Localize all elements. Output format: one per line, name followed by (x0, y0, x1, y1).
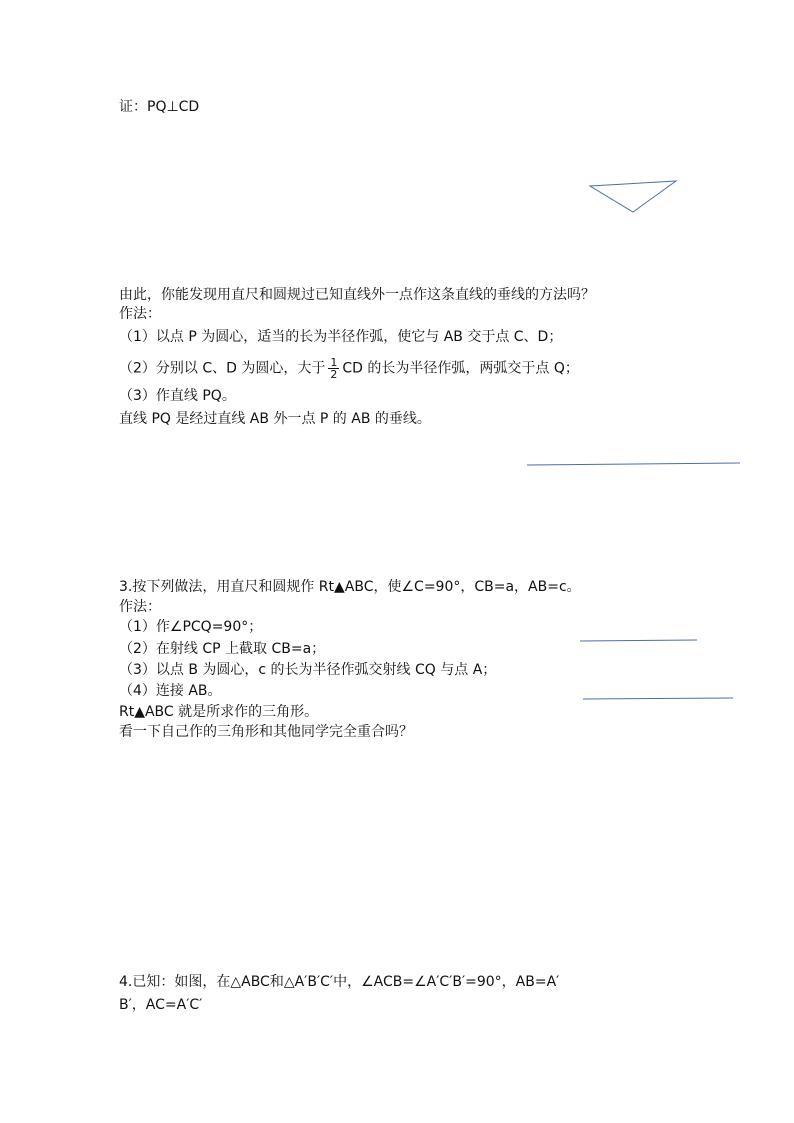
problem-4-line-1: 4.已知：如图，在△ABC和△A′B′C′中，∠ACB=∠A′C′B′=90°，AB=A′ (119, 974, 560, 990)
step-3-2: （2）在射线 CP 上截取 CB=a； (119, 641, 326, 657)
triangle-figure (590, 181, 676, 212)
segment-a-figure (580, 640, 697, 641)
proof-statement: 证：PQ⊥CD (119, 99, 200, 115)
question-text: 由此，你能发现用直尺和圆规过已知直线外一点作这条直线的垂线的方法吗？ (119, 287, 595, 303)
step-1: （1）以点 P 为圆心，适当的长为半径作弧，使它与 AB 交于点 C、D； (119, 329, 563, 345)
line-ab-figure (527, 463, 740, 465)
step-2-before: （2）分别以 C、D 为圆心，大于 (119, 360, 326, 377)
question-3: 看一下自己作的三角形和其他同学完全重合吗？ (119, 724, 413, 740)
step-3-1: （1）作∠PCQ=90°； (119, 619, 263, 635)
step-3: （3）作直线 PQ。 (119, 388, 236, 404)
conclusion: 直线 PQ 是经过直线 AB 外一点 P 的 AB 的垂线。 (119, 411, 431, 427)
method-label: 作法： (119, 306, 161, 322)
fraction-denominator: 2 (330, 368, 338, 381)
fraction-numerator: 1 (330, 356, 338, 369)
step-3-4: （4）连接 AB。 (119, 683, 222, 699)
result-text: Rt▲ABC 就是所求作的三角形。 (119, 704, 319, 720)
segment-c-figure (583, 698, 733, 699)
method-label-3: 作法： (119, 599, 161, 615)
problem-3-title: 3.按下列做法，用直尺和圆规作 Rt▲ABC，使∠C=90°，CB=a，AB=c。 (119, 579, 581, 595)
step-3-3: （3）以点 B 为圆心，c 的长为半径作弧交射线 CQ 与点 A； (119, 662, 497, 678)
step-2-after: CD 的长为半径作弧，两弧交于点 Q； (342, 360, 579, 377)
problem-4-line-2: B′，AC=A′C′ (119, 997, 203, 1013)
